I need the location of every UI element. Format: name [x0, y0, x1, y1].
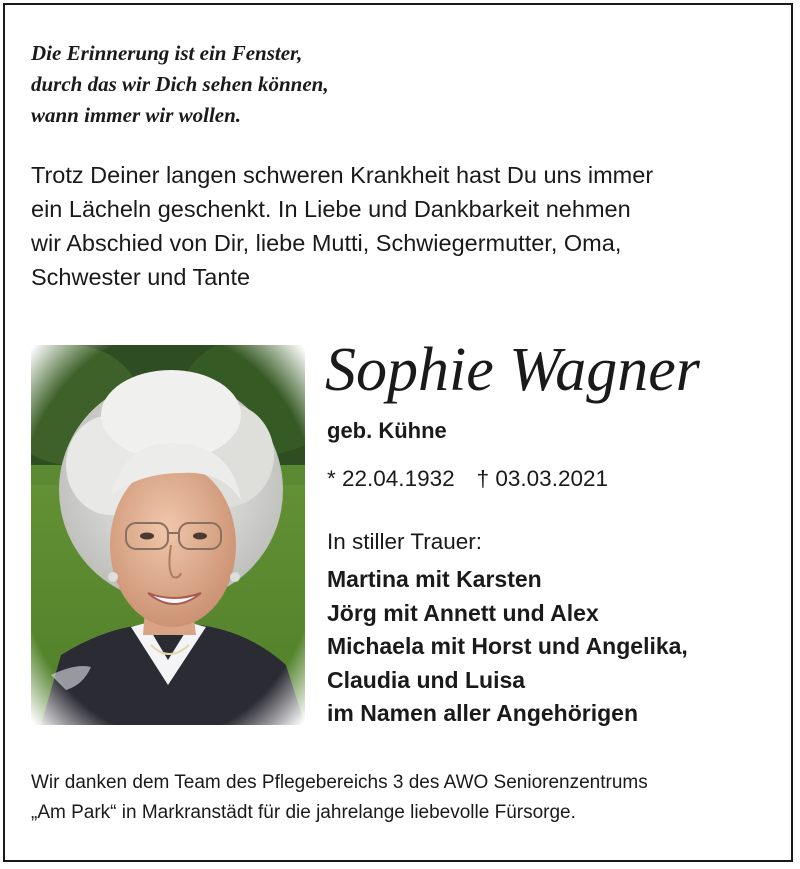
thanks-text: [31, 768, 648, 828]
intro-line: Trotz Deiner langen schweren Krankheit hast Du uns immer: [31, 162, 654, 188]
mourner-line: Martina mit Karsten: [327, 566, 542, 592]
intro-text: [31, 158, 771, 294]
mourner-line: Michaela mit Horst und Angelika,: [327, 633, 688, 659]
intro-line: Schwester und Tante: [31, 264, 251, 290]
maiden-name: geb. Kühne: [327, 418, 447, 443]
thanks-line: Wir danken dem Team des Pflegebereichs 3 des AWO Seniorenzentrums: [31, 772, 648, 793]
birth-date: * 22.04.1932: [327, 466, 455, 491]
mourners-list: [327, 563, 688, 731]
portrait-photo: [31, 345, 305, 725]
quote-line: wann immer wir wollen.: [31, 103, 242, 127]
mourning-heading: In stiller Trauer:: [327, 529, 483, 554]
quote-line: durch das wir Dich sehen können,: [31, 72, 329, 96]
deceased-name: Sophie Wagner: [325, 336, 700, 404]
portrait-illustration: [31, 345, 305, 725]
intro-line: ein Lächeln geschenkt. In Liebe und Dankbarkeit nehmen: [31, 196, 631, 222]
thanks-line: „Am Park“ in Markranstädt für die jahrelange liebevolle Fürsorge.: [31, 802, 576, 823]
intro-line: wir Abschied von Dir, liebe Mutti, Schwiegermutter, Oma,: [31, 230, 622, 256]
life-dates: [327, 463, 608, 495]
mourner-line: Jörg mit Annett und Alex: [327, 599, 599, 626]
mourner-line: Claudia und Luisa: [327, 666, 526, 693]
death-date: † 03.03.2021: [476, 466, 608, 491]
memorial-quote: [31, 38, 329, 131]
mourner-line: im Namen aller Angehörigen: [327, 700, 638, 726]
quote-line: Die Erinnerung ist ein Fenster,: [31, 41, 303, 65]
